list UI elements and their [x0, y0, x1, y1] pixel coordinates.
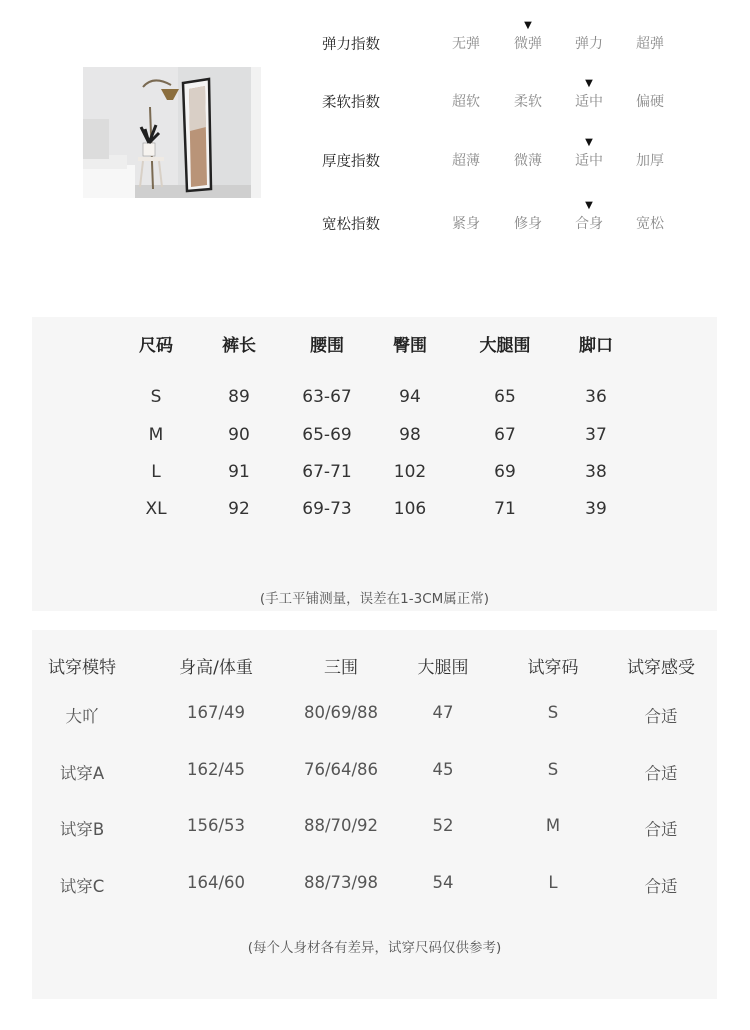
index-option: 合身: [575, 216, 603, 232]
model-table-cell: 162/45: [186, 760, 246, 779]
size-table-cell: 90: [228, 425, 250, 445]
size-table-cell: XL: [145, 499, 167, 519]
size-table-cell: 89: [228, 387, 250, 407]
model-table-cell: S: [547, 760, 559, 779]
index-option: 适中: [575, 153, 603, 169]
size-table-cell: 91: [228, 462, 250, 482]
size-chart-note: (手工平铺测量，误差在1-3CM属正常): [259, 591, 490, 607]
model-table-cell: 76/64/86: [303, 760, 379, 779]
size-table-cell: 102: [393, 462, 427, 482]
model-table-cell: 合适: [644, 707, 678, 726]
size-table-cell: 67: [494, 425, 516, 445]
model-table-header: 三围: [324, 658, 358, 678]
model-table-header: 大腿围: [417, 658, 469, 678]
index-option: 宽松: [636, 216, 664, 232]
size-table-cell: 63-67: [302, 387, 352, 407]
size-table-cell: 65-69: [302, 425, 352, 445]
model-table-cell: 试穿A: [59, 764, 105, 783]
size-table-cell: 69: [494, 462, 516, 482]
model-table-cell: 80/69/88: [303, 703, 379, 722]
index-option: 加厚: [636, 153, 664, 169]
index-option: 适中: [575, 94, 603, 110]
model-table-cell: 合适: [644, 764, 678, 783]
model-table-cell: S: [547, 703, 559, 722]
model-table-header: 试穿模特: [48, 658, 116, 678]
model-table-header: 试穿感受: [627, 658, 695, 678]
model-table-cell: 52: [432, 816, 454, 835]
size-table-header: 臀围: [393, 336, 427, 356]
index-title: 柔软指数: [322, 95, 380, 111]
index-option: 超薄: [452, 153, 480, 169]
model-table-cell: 合适: [644, 877, 678, 896]
model-table-cell: 164/60: [186, 873, 246, 892]
index-option: 柔软: [514, 94, 542, 110]
index-marker-icon: ▼: [585, 137, 593, 148]
index-marker-icon: ▼: [524, 20, 532, 31]
size-table-header: 裤长: [222, 336, 256, 356]
size-table-cell: 92: [228, 499, 250, 519]
index-option: 偏硬: [636, 94, 664, 110]
size-table-header: 尺码: [139, 336, 173, 356]
size-table-cell: 69-73: [302, 499, 352, 519]
size-table-header: 脚口: [579, 336, 613, 356]
model-table-cell: 88/70/92: [303, 816, 379, 835]
size-table-cell: 106: [393, 499, 427, 519]
size-table-cell: 67-71: [302, 462, 352, 482]
size-table-cell: 94: [399, 387, 421, 407]
size-table-cell: 37: [585, 425, 607, 445]
size-table-cell: 65: [494, 387, 516, 407]
index-row: [0, 20, 750, 62]
index-option: 超软: [452, 94, 480, 110]
size-table-header: 大腿围: [479, 336, 531, 356]
index-row: [0, 200, 750, 242]
size-table-cell: 71: [494, 499, 516, 519]
model-table-cell: 试穿C: [59, 877, 105, 896]
model-tryon-note: (每个人身材各有差异，试穿尺码仅供参考): [247, 940, 502, 956]
model-tryon-panel: [32, 630, 717, 999]
index-option: 紧身: [452, 216, 480, 232]
model-table-cell: 47: [432, 703, 454, 722]
size-table-cell: 39: [585, 499, 607, 519]
index-option: 超弹: [636, 36, 664, 52]
size-chart-panel: [32, 317, 717, 611]
index-option: 微弹: [514, 36, 542, 52]
index-marker-icon: ▼: [585, 78, 593, 89]
size-table-cell: 38: [585, 462, 607, 482]
model-table-cell: 88/73/98: [303, 873, 379, 892]
model-table-header: 身高/体重: [179, 658, 253, 678]
index-option: 修身: [514, 216, 542, 232]
model-table-cell: 54: [432, 873, 454, 892]
index-title: 宽松指数: [322, 217, 380, 233]
model-table-cell: L: [548, 873, 558, 892]
size-table-cell: 98: [399, 425, 421, 445]
index-title: 厚度指数: [322, 154, 380, 170]
size-table-cell: S: [150, 387, 162, 407]
model-table-cell: 试穿B: [59, 820, 105, 839]
index-row: [0, 78, 750, 120]
index-option: 微薄: [514, 153, 542, 169]
size-table-cell: M: [148, 425, 164, 445]
index-option: 弹力: [575, 36, 603, 52]
size-table-cell: 36: [585, 387, 607, 407]
model-table-header: 试穿码: [527, 658, 579, 678]
index-title: 弹力指数: [322, 37, 380, 53]
size-table-header: 腰围: [310, 336, 344, 356]
model-table-cell: 45: [432, 760, 454, 779]
model-table-cell: 167/49: [186, 703, 246, 722]
model-table-cell: M: [545, 816, 561, 835]
index-option: 无弹: [452, 36, 480, 52]
model-table-cell: 大吖: [65, 707, 99, 726]
model-table-cell: 156/53: [186, 816, 246, 835]
model-table-cell: 合适: [644, 820, 678, 839]
index-marker-icon: ▼: [585, 200, 593, 211]
index-row: [0, 137, 750, 179]
size-table-cell: L: [151, 462, 161, 482]
